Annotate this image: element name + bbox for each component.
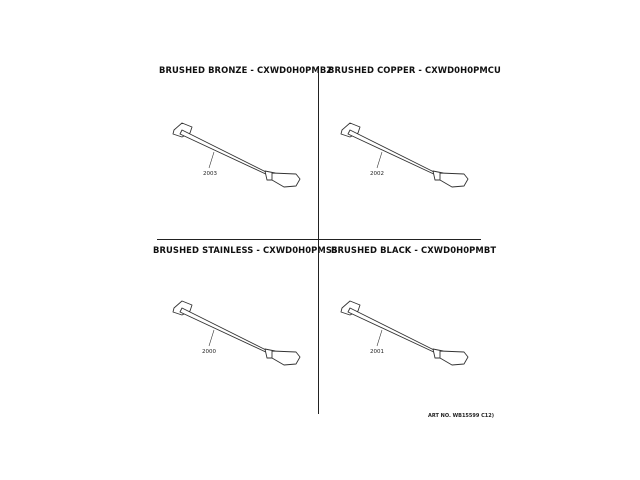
handle-illustration [168, 118, 308, 193]
part-number-label: 2001 [370, 349, 384, 355]
quadrant-title: BRUSHED COPPER - CXWD0H0PMCU [328, 65, 501, 75]
quadrant-title: BRUSHED STAINLESS - CXWD0H0PMSS [153, 245, 338, 255]
art-number-label: ART NO. WB15599 C12) [428, 413, 494, 419]
part-number-label: 2000 [202, 349, 216, 355]
part-number-label: 2002 [370, 171, 384, 177]
part-number-label: 2003 [203, 171, 217, 177]
handle-illustration [336, 296, 476, 371]
horizontal-divider [157, 239, 481, 240]
handle-illustration [336, 118, 476, 193]
quadrant-title: BRUSHED BRONZE - CXWD0H0PMBZ [159, 65, 333, 75]
quadrant-title: BRUSHED BLACK - CXWD0H0PMBT [331, 245, 497, 255]
handle-illustration [168, 296, 308, 371]
